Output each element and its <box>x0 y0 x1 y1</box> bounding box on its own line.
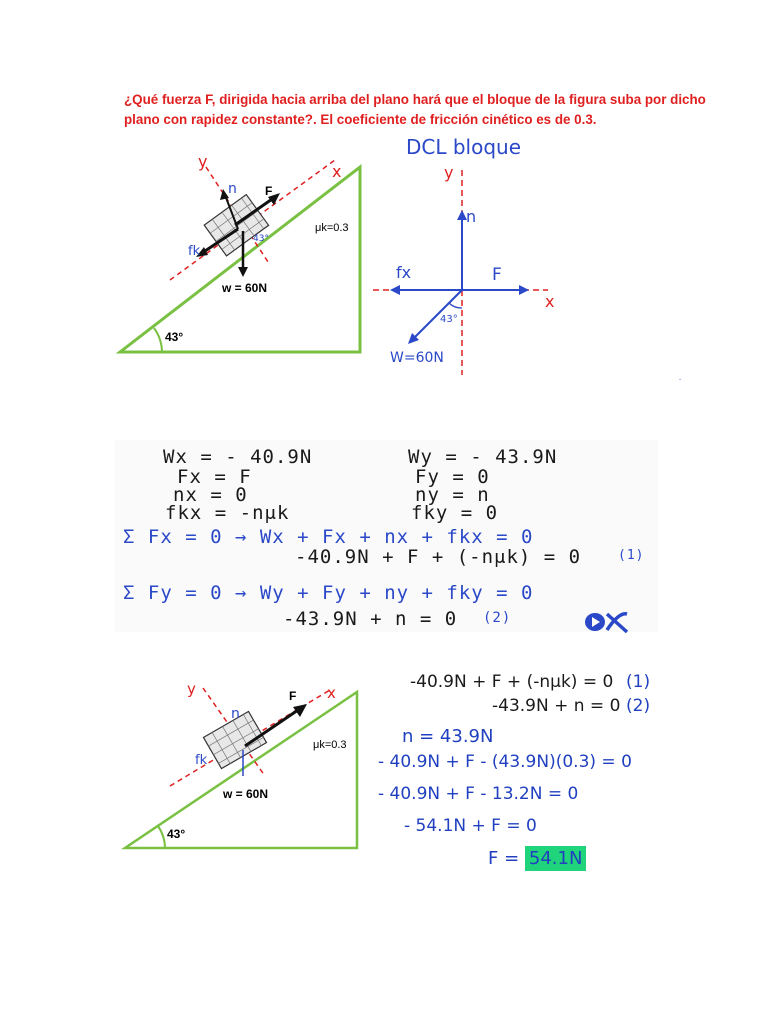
fbd-friction-label: fx <box>396 263 412 282</box>
eq-fky: fky = 0 <box>411 502 499 524</box>
problem-line-2: plano con rapidez constante?. El coeficiente de fricción cinético es de 0.3. <box>124 112 597 127</box>
sol-eq-1-tag: (1) <box>626 672 651 692</box>
sol-step-3: - 54.1N + F = 0 <box>404 816 537 836</box>
sol-step-1: - 40.9N + F - (43.9N)(0.3) = 0 <box>378 752 632 772</box>
angle-label: 43° <box>165 330 184 344</box>
incline-diagram-2 <box>115 680 375 855</box>
equations-panel <box>115 440 658 632</box>
weight-head <box>238 267 248 277</box>
sol-n: n = 43.9N <box>402 726 494 747</box>
eq-wy: Wy = - 43.9N <box>408 446 558 468</box>
force-F-label: F <box>265 184 273 198</box>
fbd-force-label: F <box>492 265 502 285</box>
eq-wx: Wx = - 40.9N <box>163 446 313 468</box>
sol-final <box>488 848 586 869</box>
mu-label-2: μk=0.3 <box>313 739 347 751</box>
eq-1: -40.9N + F + (-nμk) = 0 <box>295 546 582 568</box>
angle-arc <box>154 328 162 352</box>
weight-label-2: w = 60N <box>223 787 269 801</box>
small-angle-label: 43° <box>253 234 269 244</box>
normal-label: n <box>228 181 237 197</box>
fbd-title: DCL bloque <box>406 135 522 159</box>
y-axis-label: y <box>198 152 208 171</box>
problem-statement <box>124 90 734 130</box>
sol-eq-1: -40.9N + F + (-nμk) = 0 <box>410 672 614 692</box>
eq-fy: Fy = 0 <box>415 466 490 488</box>
eq-1-tag: (1) <box>618 548 645 563</box>
fbd-normal-label: n <box>466 207 477 226</box>
free-body-diagram <box>368 130 683 380</box>
eq-fx: Fx = F <box>177 466 252 488</box>
incline-diagram-1 <box>110 145 380 360</box>
incline-triangle <box>120 167 360 352</box>
normal-label-2: n <box>231 706 240 722</box>
friction-label: fk <box>188 244 201 259</box>
sol-eq-2-tag: (2) <box>626 696 651 716</box>
sol-final-label: F = <box>488 848 520 869</box>
fbd-force-head <box>519 285 529 295</box>
friction-label-2: fk <box>195 753 208 768</box>
eq-fkx: fkx = -nμk <box>165 502 290 524</box>
problem-line-1: ¿Qué fuerza F, dirigida hacia arriba del plano hará que el bloque de la figura suba por dicho <box>124 92 706 107</box>
eq-ny: ny = n <box>415 484 490 506</box>
fbd-y-label: y <box>444 163 454 182</box>
sol-step-2: - 40.9N + F - 13.2N = 0 <box>378 784 579 804</box>
fbd-friction-head <box>390 285 400 295</box>
fbd-weight-label: W=60N <box>390 350 444 366</box>
eq-2-tag: (2) <box>483 610 512 626</box>
angle-arc-2 <box>158 826 165 848</box>
x-axis-label-2: x <box>327 684 336 702</box>
force-F-label-2: F <box>289 689 297 703</box>
fbd-angle-label: 43° <box>440 314 458 325</box>
eq-sum-y: Σ Fy = 0 → Wy + Fy + ny + fky = 0 <box>123 582 534 604</box>
angle-label-2: 43° <box>167 827 186 841</box>
logo-mark-2 <box>583 610 633 634</box>
sol-final-value: 54.1N <box>525 846 587 871</box>
mu-label: μk=0.3 <box>315 222 349 234</box>
y-axis-label-2: y <box>187 680 196 698</box>
eq-2: -43.9N + n = 0 <box>283 608 458 630</box>
weight-label: w = 60N <box>222 281 268 295</box>
fbd-x-label: x <box>545 292 555 311</box>
x-axis-label: x <box>332 162 342 181</box>
eq-sum-x: Σ Fx = 0 → Wx + Fx + nx + fkx = 0 <box>123 526 534 548</box>
sol-eq-2: -43.9N + n = 0 <box>492 696 621 716</box>
fbd-angle-arc <box>449 303 462 308</box>
eq-nx: nx = 0 <box>173 484 248 506</box>
